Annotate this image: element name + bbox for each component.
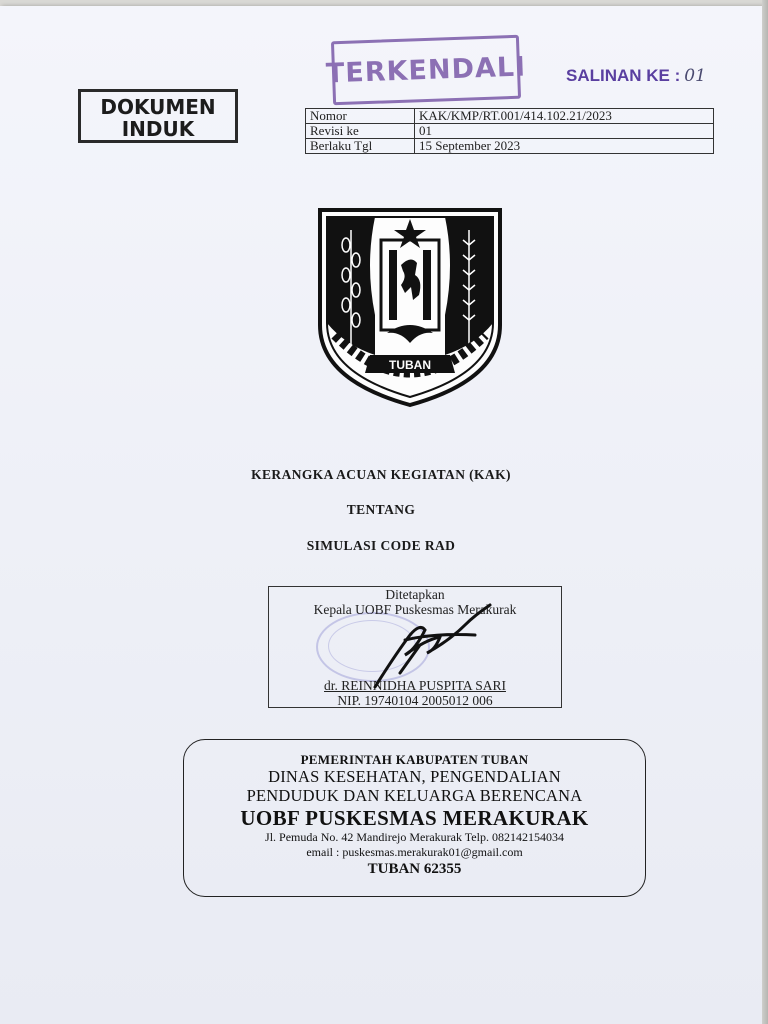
letterhead-box [183, 739, 646, 897]
terkendali-stamp [325, 35, 527, 106]
approver-name: dr. REINNIDHA PUSPITA SARI [324, 678, 506, 693]
terkendali-text: TERKENDALI [325, 51, 527, 89]
salinan-label [566, 66, 706, 86]
table-row [306, 109, 714, 124]
handwritten-signature-icon [365, 595, 495, 695]
revisi-label: Revisi ke [306, 124, 415, 139]
page-edge [762, 0, 768, 1024]
emblem-banner-text: TUBAN [389, 358, 431, 372]
table-row [306, 139, 714, 154]
ditetapkan-label: Ditetapkan [385, 587, 445, 602]
dokumen-line: DOKUMEN [100, 95, 216, 119]
government-name: PEMERINTAH KABUPATEN TUBAN [300, 752, 529, 767]
salinan-text: SALINAN KE : [566, 66, 681, 85]
city-postcode: TUBAN 62355 [367, 861, 462, 877]
department-line1: DINAS KESEHATAN, PENGENDALIAN [268, 767, 561, 786]
berlaku-value: 15 September 2023 [415, 139, 714, 154]
document-info-table [305, 108, 714, 154]
berlaku-label: Berlaku Tgl [306, 139, 415, 154]
dokumen-induk-stamp [78, 89, 238, 143]
nomor-label: Nomor [306, 109, 415, 124]
induk-line: INDUK [121, 117, 195, 141]
address-line: Jl. Pemuda No. 42 Mandirejo Merakurak Telp. 082142154034 [265, 830, 564, 844]
document-title: KERANGKA ACUAN KEGIATAN (KAK) [251, 467, 511, 482]
email-line: email : puskesmas.merakurak01@gmail.com [306, 845, 523, 859]
table-row [306, 124, 714, 139]
approver-nip: NIP. 19740104 2005012 006 [337, 693, 493, 708]
puskesmas-name: UOBF PUSKESMAS MERAKURAK [240, 806, 589, 830]
nomor-value: KAK/KMP/RT.001/414.102.21/2023 [415, 109, 714, 124]
revisi-value: 01 [415, 124, 714, 139]
document-topic: SIMULASI CODE RAD [306, 538, 456, 553]
salinan-number: 01 [684, 66, 706, 86]
document-subtitle-tentang: TENTANG [346, 502, 416, 517]
department-line2: PENDUDUK DAN KELUARGA BERENCANA [246, 786, 583, 805]
approver-position: Kepala UOBF Puskesmas Merakurak [313, 602, 517, 617]
tuban-coat-of-arms-icon [315, 205, 505, 410]
